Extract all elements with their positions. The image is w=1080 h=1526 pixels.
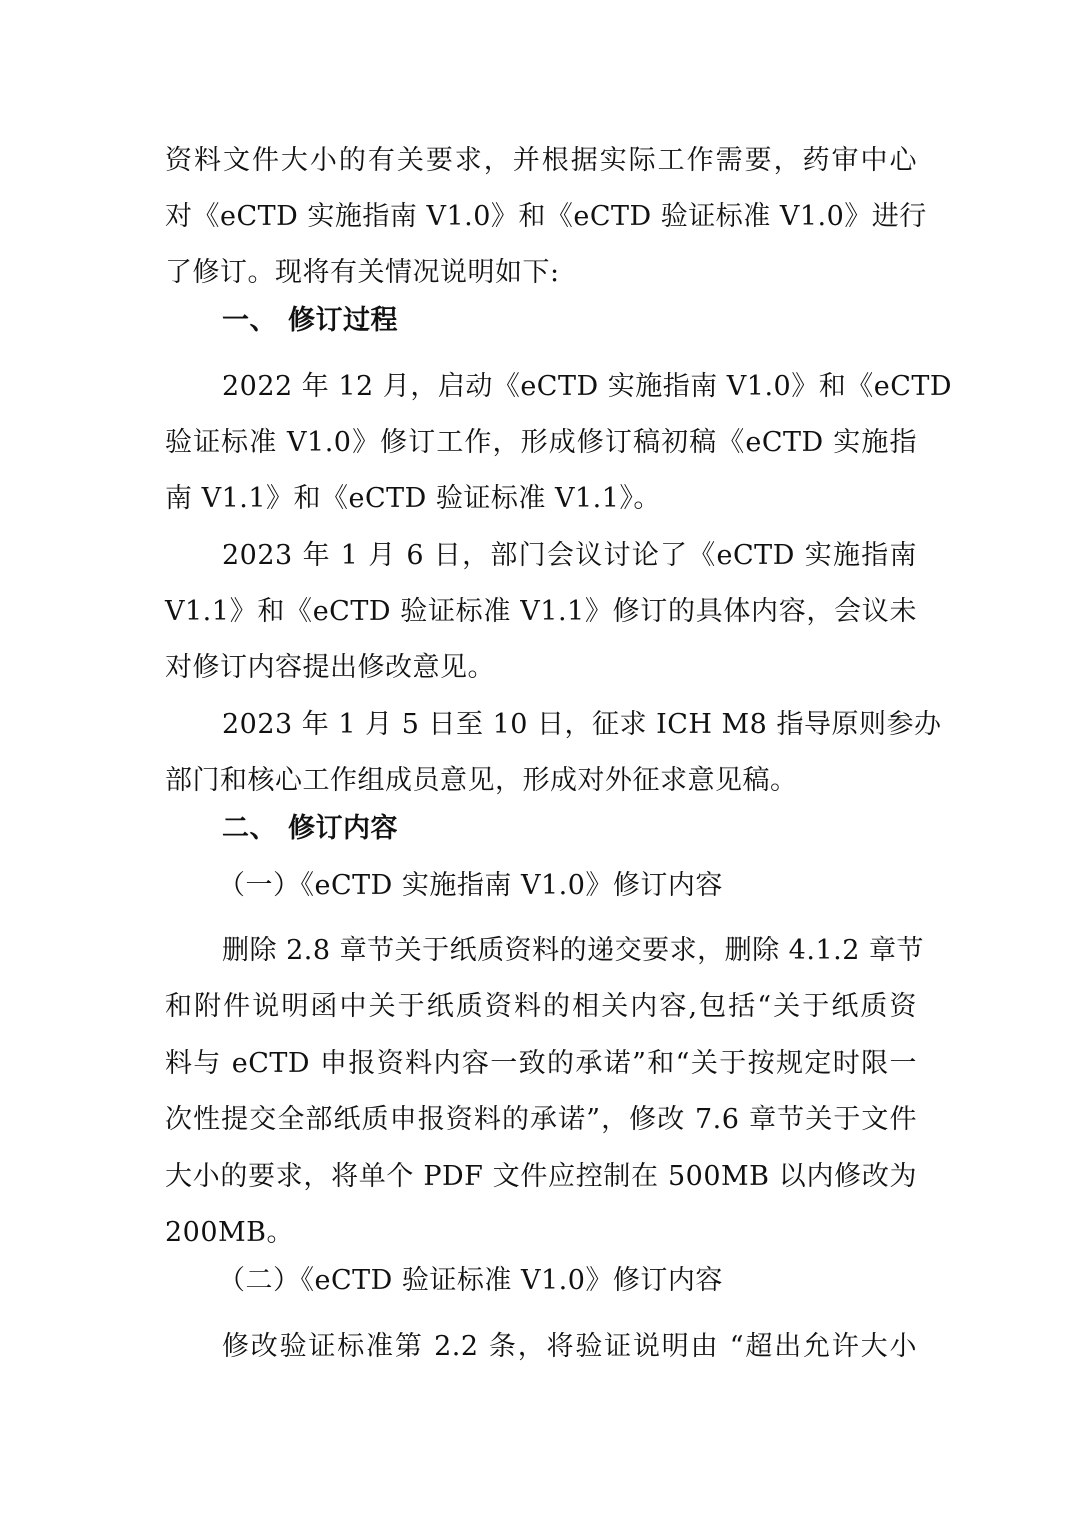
paragraph-line: 对《eCTD 实施指南 V1.0》和《eCTD 验证标准 V1.0》进行	[165, 201, 927, 232]
paragraph-line: 验证标准 V1.0》修订工作，形成修订稿初稿《eCTD 实施指	[165, 427, 917, 458]
paragraph-line: 2022 年 12 月，启动《eCTD 实施指南 V1.0》和《eCTD	[222, 371, 953, 402]
paragraph-line: 料与 eCTD 申报资料内容一致的承诺”和“关于按规定时限一	[165, 1048, 917, 1079]
section-heading-2	[222, 810, 917, 848]
paragraph-line: 修改验证标准第 2.2 条，将验证说明由 “超出允许大小	[222, 1331, 917, 1362]
subsection-heading-2: （二）《eCTD 验证标准 V1.0》修订内容	[218, 1265, 723, 1296]
paragraph-line: 了修订。现将有关情况说明如下:	[165, 257, 560, 288]
section-title: 修订内容	[288, 813, 398, 844]
section-number: 一、	[222, 305, 277, 336]
section-title: 修订过程	[288, 305, 398, 336]
subsection-heading-1: （一）《eCTD 实施指南 V1.0》修订内容	[218, 870, 723, 901]
paragraph-line: 资料文件大小的有关要求，并根据实际工作需要，药审中心	[165, 145, 917, 176]
paragraph-line: 2023 年 1 月 6 日，部门会议讨论了《eCTD 实施指南	[222, 540, 917, 571]
paragraph-line: 2023 年 1 月 5 日至 10 日，征求 ICH M8 指导原则参办	[222, 709, 942, 740]
paragraph-line: V1.1》和《eCTD 验证标准 V1.1》修订的具体内容，会议未	[165, 596, 917, 627]
paragraph-line: 部门和核心工作组成员意见，形成对外征求意见稿。	[165, 765, 798, 796]
paragraph-line: 对修订内容提出修改意见。	[165, 652, 495, 683]
paragraph-line: 200MB。	[165, 1217, 295, 1248]
section-heading-1	[222, 302, 917, 340]
paragraph-line: 和附件说明函中关于纸质资料的相关内容,包括“关于纸质资	[165, 991, 917, 1022]
paragraph-line: 南 V1.1》和《eCTD 验证标准 V1.1》。	[165, 483, 661, 514]
paragraph-line: 删除 2.8 章节关于纸质资料的递交要求，删除 4.1.2 章节	[222, 935, 924, 966]
paragraph-line: 次性提交全部纸质申报资料的承诺”，修改 7.6 章节关于文件	[165, 1104, 917, 1135]
section-number: 二、	[222, 813, 277, 844]
paragraph-line: 大小的要求，将单个 PDF 文件应控制在 500MB 以内修改为	[165, 1161, 917, 1192]
